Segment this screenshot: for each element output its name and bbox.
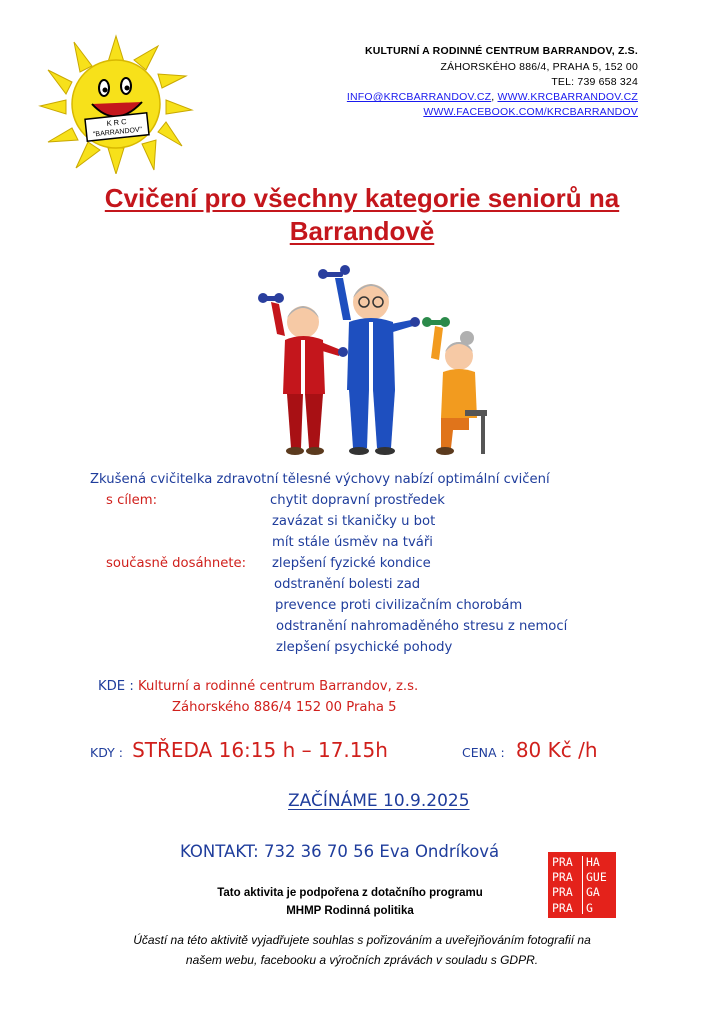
- price-label: CENA :: [462, 745, 505, 760]
- when-value: STŘEDA 16:15 h – 17.15h: [132, 738, 388, 762]
- gdpr-line-2: našem webu, facebooku a výročních zprávách v souladu s GDPR.: [185, 953, 539, 967]
- start-date: ZAČÍNÁME 10.9.2025: [288, 791, 470, 811]
- where-label: KDE :: [98, 679, 134, 694]
- org-tel: TEL: 739 658 324: [551, 76, 638, 88]
- price-value: 80 Kč /h: [515, 738, 598, 762]
- title-line-1: Cvičení pro všechny kategorie seniorů na: [104, 183, 620, 213]
- gdpr-line-1: Účastí na této aktivitě vyjadřujete souhlas s pořizováním a uveřejňováním fotografií na: [133, 933, 591, 947]
- email-link[interactable]: INFO@KRCBARRANDOV.CZ: [346, 91, 492, 103]
- org-name: KULTURNÍ A RODINNÉ CENTRUM BARRANDOV, Z.S.: [364, 45, 638, 57]
- price-line: [462, 738, 598, 762]
- sponsor-line-1: Tato aktivita je podpořena z dotačního programu: [217, 887, 483, 899]
- senior-woman-red-icon: [258, 293, 348, 455]
- org-address: ZÁHORSKÉHO 886/4, PRAHA 5, 152 00: [440, 61, 638, 73]
- goal-item: chytit dopravní prostředek: [270, 493, 445, 508]
- title-line-2: Barrandově: [289, 216, 435, 246]
- seniors-exercise-illustration: [255, 262, 495, 458]
- when-line: [90, 738, 388, 762]
- goal-item: zavázat si tkaničky u bot: [272, 514, 436, 529]
- link-separator: ,: [491, 91, 498, 103]
- intro-text: Zkušená cvičitelka zdravotní tělesné výchovy nabízí optimální cvičení: [90, 472, 550, 487]
- where-address: Záhorského 886/4 152 00 Praha 5: [172, 700, 397, 715]
- krc-sun-logo: [38, 32, 194, 174]
- goal-item: mít stále úsměv na tváři: [272, 535, 433, 550]
- logo-text-krc: K R C: [106, 117, 127, 129]
- org-contacts-line: [347, 90, 638, 104]
- web-link[interactable]: WWW.KRCBARRANDOV.CZ: [497, 91, 638, 103]
- when-label: KDY :: [90, 745, 123, 760]
- benefits-label: současně dosáhnete:: [106, 556, 247, 571]
- senior-woman-orange-icon: [422, 317, 487, 455]
- prague-logo-right: HA GUE GA G: [586, 855, 607, 915]
- benefit-item: odstranění nahromaděného stresu z nemocí: [276, 619, 568, 634]
- benefit-item: zlepšení fyzické kondice: [272, 556, 431, 571]
- goals-label: s cílem:: [106, 493, 158, 508]
- sponsor-line-2: MHMP Rodinná politika: [286, 905, 414, 917]
- benefit-item: odstranění bolesti zad: [274, 577, 421, 592]
- where-line: [98, 677, 418, 698]
- prague-city-logo: [548, 852, 616, 918]
- benefit-item: prevence proti civilizačním chorobám: [275, 598, 523, 613]
- senior-man-blue-icon: [318, 265, 420, 455]
- sponsor-note: [160, 884, 540, 920]
- page-title: [40, 182, 684, 248]
- prague-logo-left: PRA PRA PRA PRA: [552, 855, 573, 915]
- benefit-item: zlepšení psychické pohody: [276, 640, 453, 655]
- facebook-link[interactable]: WWW.FACEBOOK.COM/KRCBARRANDOV: [423, 106, 638, 118]
- logo-text-barrandov: "BARRANDOV": [92, 126, 143, 139]
- contact-info: KONTAKT: 732 36 70 56 Eva Ondríková: [180, 842, 500, 861]
- gdpr-notice: [60, 930, 664, 970]
- where-place: Kulturní a rodinné centrum Barrandov, z.s.: [137, 679, 419, 694]
